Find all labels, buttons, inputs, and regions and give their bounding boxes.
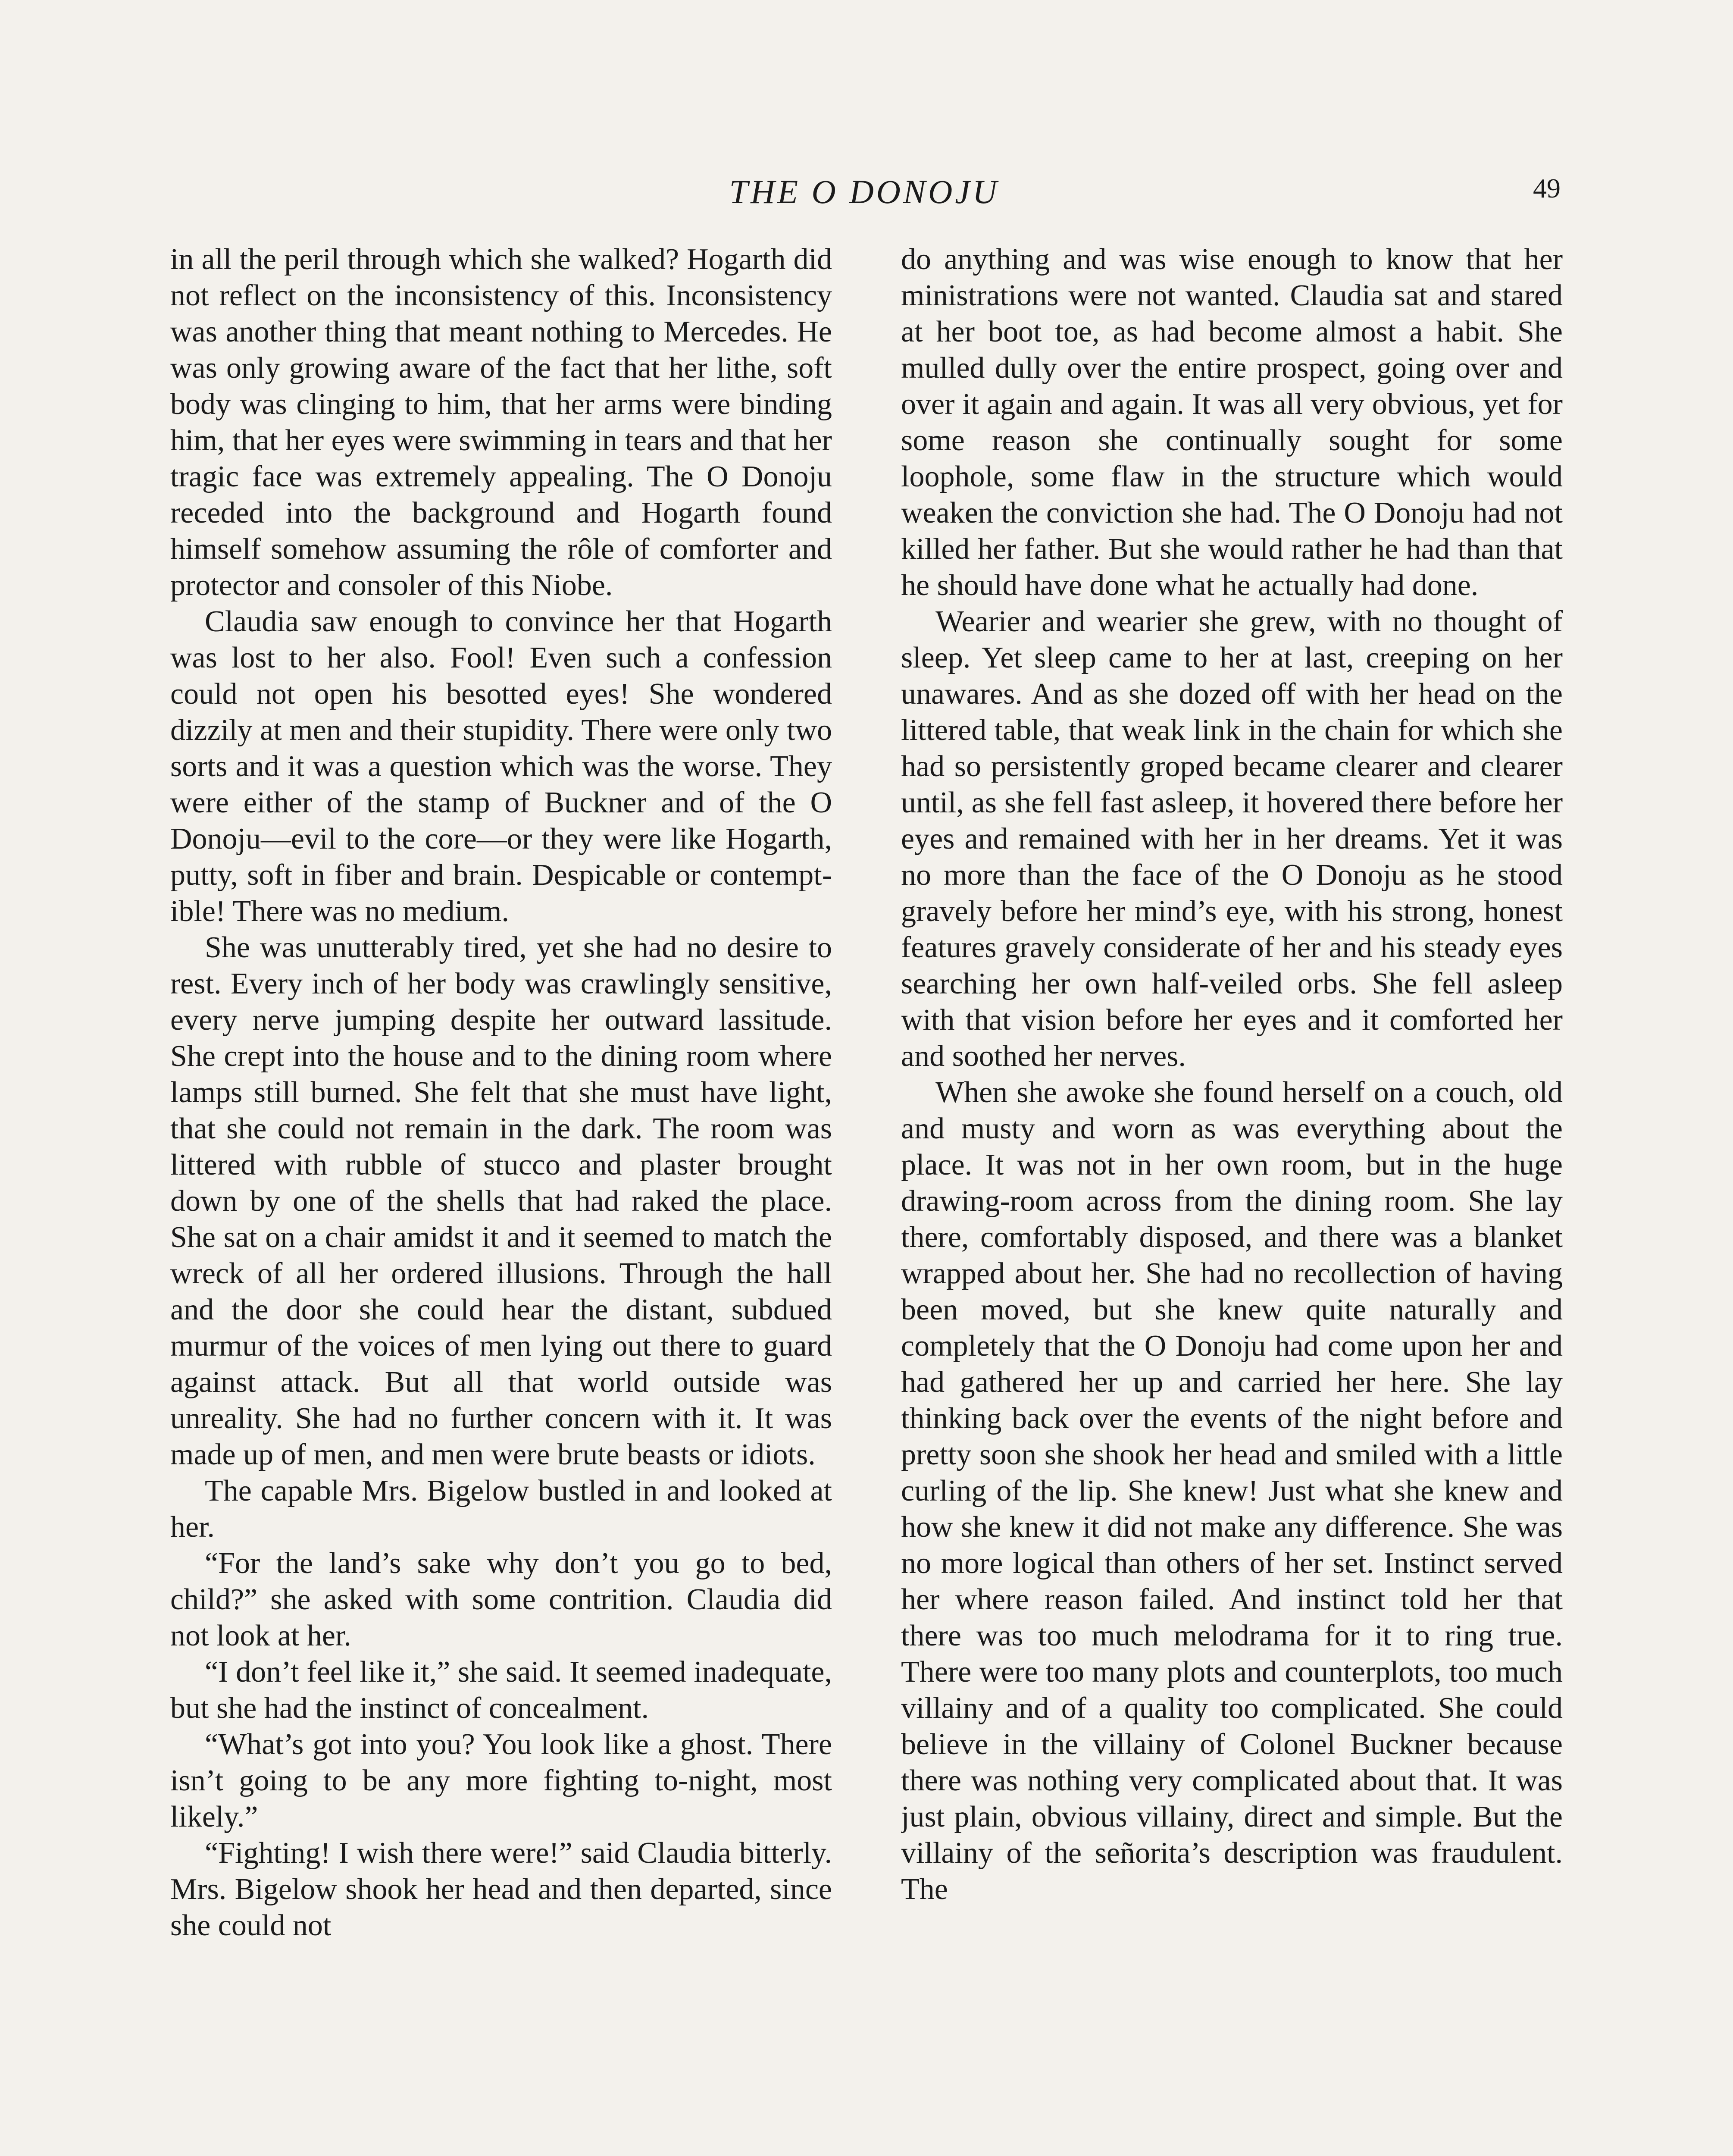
paragraph: “Fighting! I wish there were!” said Claudia bitterly. Mrs. Bigelow shook her head and then departed, since she could not [170, 1836, 832, 1942]
paragraph: in all the peril through which she walked? Hogarth did not reflect on the inconsistency of this. Inconsistency was another thing that meant nothing to Mercedes. He was only growing aware of the fact that her lithe, soft body was clinging to him, that her arms were binding him, that her eyes were swimming in tears and that her tragic face was extremely appealing. The O Donoju receded into the background and Hogarth found himself somehow assuming the rôle of comforter and protector and consoler of this Niobe. [170, 243, 832, 602]
text-columns [170, 241, 1563, 2156]
paragraph: Wearier and wearier she grew, with no thought of sleep. Yet sleep came to her at last, creeping on her unawares. And as she dozed off with her head on the littered table, that weak link in the chain for which she had so persistently groped became clearer and clearer until, as she fell fast asleep, it hovered there before her eyes and remained with her in her dreams. Yet it was no more than the face of the O Donoju as he stood gravely before her mind’s eye, with his strong, honest features gravely considerate of her and his steady eyes searching her own half-veiled orbs. She fell asleep with that vision before her eyes and it comforted her and soothed her nerves. [901, 605, 1563, 1073]
paragraph: The capable Mrs. Bigelow bustled in and looked at her. [170, 1474, 832, 1544]
paragraph: Claudia saw enough to convince her that Hogarth was lost to her also. Fool! Even such a confession could not open his besotted eyes! She wondered dizzily at men and their stupidity. There were only two sorts and it was a question which was the worse. They were either of the stamp of Buckner and of the O Donoju—evil to the core—or they were like Hogarth, putty, soft in fiber and brain. Despicable or contemptible! There was no medium. [170, 605, 832, 928]
paragraph: When she awoke she found herself on a couch, old and musty and worn as was everything about the place. It was not in her own room, but in the huge drawing-room across from the dining room. She lay there, comfortably disposed, and there was a blanket wrapped about her. She had no recollection of having been moved, but she knew quite naturally and completely that the O Donoju had come upon her and had gathered her up and carried her here. She lay thinking back over the events of the night before and pretty soon she shook her head and smiled with a little curling of the lip. She knew! Just what she knew and how she knew it did not make any difference. She was no more logical than others of her set. Instinct served her where reason failed. And instinct told her that there was too much melodrama for it to ring true. There were too many plots and counterplots, too much villainy and of a quality too complicated. She could believe in the villainy of Colonel Buckner because there was nothing very complicated about that. It was just plain, obvious villainy, direct and simple. But the villainy of the señorita’s description was fraudulent. The [901, 1076, 1563, 1906]
page-number: 49 [1533, 173, 1561, 204]
paragraph: She was unutterably tired, yet she had no desire to rest. Every inch of her body was crawlingly sensitive, every nerve jumping despite her outward lassitude. She crept into the house and to the dining room where lamps still burned. She felt that she must have light, that she could not remain in the dark. The room was littered with rubble of stucco and plaster brought down by one of the shells that had raked the place. She sat on a chair amidst it and it seemed to match the wreck of all her ordered illusions. Through the hall and the door she could hear the distant, subdued murmur of the voices of men lying out there to guard against attack. But all that world outside was unreality. She had no further concern with it. It was made up of men, and men were brute beasts or idiots. [170, 931, 832, 1471]
left-column [170, 241, 832, 2156]
right-column [901, 241, 1563, 2156]
paragraph: “I don’t feel like it,” she said. It seemed inadequate, but she had the instinct of concealment. [170, 1655, 832, 1725]
paragraph: “What’s got into you? You look like a ghost. There isn’t going to be any more fighting to-night, most likely.” [170, 1728, 832, 1833]
paragraph: “For the land’s sake why don’t you go to bed, child?” she asked with some contrition. Claudia did not look at her. [170, 1547, 832, 1652]
running-title: THE O DONOJU [729, 173, 1000, 210]
paragraph: do anything and was wise enough to know that her ministrations were not wanted. Claudia sat and stared at her boot toe, as had become almost a habit. She mulled dully over the entire prospect, going over and over it again and again. It was all very obvious, yet for some reason she continually sought for some loophole, some flaw in the structure which would weaken the conviction she had. The O Donoju had not killed her father. But she would rather he had than that he should have done what he actually had done. [901, 243, 1563, 602]
running-header [168, 172, 1561, 220]
